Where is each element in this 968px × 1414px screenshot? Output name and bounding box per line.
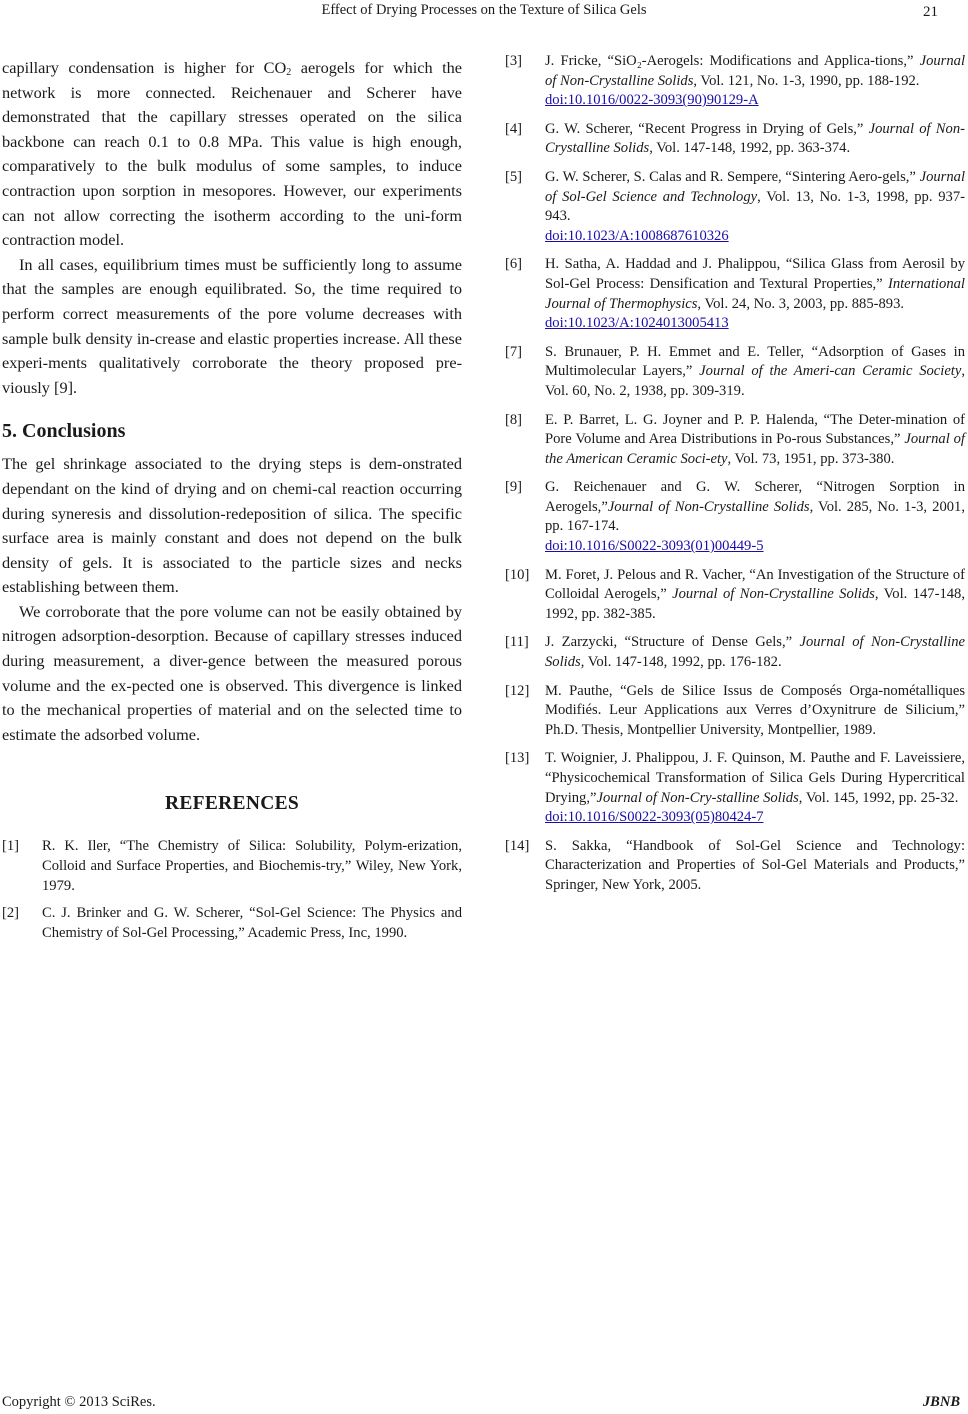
reference-citation: M. Foret, J. Pelous and R. Vacher, “An Investigation of the Structure of Colloidal Aerogels,” [545, 566, 965, 603]
reference-number: [7] [505, 343, 523, 360]
reference-text [545, 749, 965, 827]
reference-item [2, 837, 462, 896]
reference-number: [13] [505, 750, 530, 767]
reference-citation: G. W. Scherer, “Recent Progress in Drying of Gels,” [545, 120, 869, 137]
reference-text [545, 343, 965, 402]
reference-text [545, 168, 965, 246]
reference-item [505, 168, 965, 246]
reference-journal: Journal of Non-Crystalline Solids [545, 634, 965, 671]
reference-number: [14] [505, 837, 530, 854]
reference-citation: G. W. Scherer, S. Calas and R. Sempere, “Sintering Aero-gels,” [545, 168, 920, 185]
reference-item [505, 411, 965, 470]
reference-item [505, 749, 965, 827]
reference-item [505, 120, 965, 159]
reference-citation: E. P. Barret, L. G. Joyner and P. P. Halenda, “The Deter-mination of Pore Volume and Area Distributions in Po-rous Substances,” [545, 411, 965, 448]
reference-text [42, 904, 462, 943]
reference-citation: J. Zarzycki, “Structure of Dense Gels,” [545, 634, 800, 651]
reference-item [505, 837, 965, 896]
reference-citation: G. Reichenauer and G. W. Scherer, “Nitrogen Sorption in Aerogels,” [545, 479, 965, 515]
reference-citation: T. Woignier, J. Phalippou, J. F. Quinson, M. Pauthe and F. Laveissiere, “Physicochemical Transformation of Silica Gels During Hypercritical Drying,” [545, 750, 965, 806]
references-heading: REFERENCES [164, 793, 300, 815]
doi-link[interactable]: doi:10.1016/S0022-3093(01)00449-5 [545, 538, 764, 555]
reference-details: , Vol. 13, No. 1-3, 1998, pp. 937-943. [545, 188, 965, 225]
reference-citation: S. Brunauer, P. H. Emmet and E. Teller, “Adsorption of Gases in Multimolecular Layers,” [545, 343, 965, 380]
reference-citation: R. K. Iler, “The Chemistry of Silica: Solubility, Polym-erization, Colloid and Surface Properties, and Biochemis-try,” Wiley, New York, 1979. [42, 838, 462, 894]
page-number: 21 [923, 4, 938, 20]
reference-text [545, 120, 965, 159]
running-header-title: Effect of Drying Processes on the Texture of Silica Gels [321, 2, 647, 18]
reference-number: [1] [2, 838, 20, 855]
reference-details: , Vol. 285, No. 1-3, 2001, pp. 167-174. [545, 498, 966, 535]
reference-text [545, 52, 965, 111]
reference-text [545, 255, 965, 333]
reference-list-left [2, 837, 462, 943]
reference-details: , Vol. 60, No. 2, 1938, pp. 309-319. [545, 363, 965, 399]
reference-number: [10] [505, 566, 530, 583]
reference-details: , Vol. 147-148, 1992, pp. 363-374. [649, 140, 851, 157]
doi-link[interactable]: doi:10.1016/S0022-3093(05)80424-7 [545, 809, 764, 826]
subscript-text: 2 [286, 67, 292, 78]
reference-text [545, 837, 965, 896]
reference-journal: Journal of Non-Cry-stalline Solids [596, 789, 799, 806]
reference-citation: S. Sakka, “Handbook of Sol-Gel Science and Technology: Characterization and Properties of Sol-Gel Materials and Products,” Springer, New York, 2005. [545, 837, 965, 893]
reference-journal: Journal of the American Ceramic Soci-ety [545, 431, 965, 467]
reference-text [545, 566, 965, 625]
reference-number: [5] [505, 168, 523, 185]
reference-citation: M. Pauthe, “Gels de Silice Issus de Composés Orga-nométalliques Modifiés. Leur Applications aux Verres d’Oxynitrure de Silicium,” Ph.D. Thesis, Montpellier University, Montpellier, 1989. [545, 682, 965, 738]
body-paragraph-2: In all cases, equilibrium times must be sufficiently long to assume that the samples are enough equilibrated. So, the time required to perform correct measurements of the pore volume decreases with sample bulk density in-crease and elastic properties increase. All these experi-ments qualitatively corroborate the theory proposed pre-viously [9]. [2, 254, 462, 397]
body-paragraph-1 [2, 56, 462, 253]
body-paragraph-3: The gel shrinkage associated to the drying steps is dem-onstrated dependant on the kind of drying and on chemi-cal reaction occurring during syneresis and dissolution-redeposition of silica. The specific surface area is mainly constant and does not depend on the bulk density of gels. It is associated to the particle sizes and necks establishing between them. [2, 454, 462, 597]
reference-citation: H. Satha, A. Haddad and J. Phalippou, “Silica Glass from Aerosil by Sol-Gel Process: Densification and Textural Properties,” [545, 256, 965, 292]
reference-journal: International Journal of Thermophysics [545, 275, 965, 312]
reference-details: , Vol. 147-148, 1992, pp. 176-182. [580, 654, 782, 671]
reference-text [545, 411, 965, 470]
reference-number: [6] [505, 256, 523, 273]
reference-journal: Journal of Non-Crystalline Solids [672, 586, 875, 603]
reference-item [505, 682, 965, 741]
reference-journal: Journal of Sol-Gel Science and Technology [545, 168, 965, 205]
reference-text [545, 478, 965, 556]
reference-details: , Vol. 147-148, 1992, pp. 382-385. [545, 586, 965, 622]
right-column [505, 52, 965, 905]
doi-link[interactable]: doi:10.1023/A:1024013005413 [545, 315, 729, 332]
footer-journal-abbrev: JBNB [922, 1394, 960, 1410]
reference-number: [4] [505, 120, 523, 137]
reference-details: , Vol. 24, No. 3, 2003, pp. 885-893. [697, 295, 905, 312]
left-column [2, 56, 462, 951]
reference-number: [2] [2, 905, 20, 922]
reference-citation: J. Fricke, “SiO₂-Aerogels: Modifications and Applica-tions,” [545, 53, 920, 69]
reference-journal: Journal of Non-Crystalline Solids [545, 53, 965, 89]
reference-text [545, 682, 965, 741]
section-heading-conclusions: 5. Conclusions [2, 420, 126, 443]
reference-journal: Journal of Non-Crystalline Solids [545, 120, 965, 157]
reference-list-right [505, 52, 965, 896]
reference-details: , Vol. 145, 1992, pp. 25-32. [798, 789, 959, 806]
reference-item [505, 566, 965, 625]
reference-number: [8] [505, 411, 523, 428]
reference-item [505, 478, 965, 556]
reference-item [505, 52, 965, 111]
doi-link[interactable]: doi:10.1023/A:1008687610326 [545, 227, 729, 244]
footer-copyright: Copyright © 2013 SciRes. [2, 1394, 156, 1410]
reference-journal: Journal of the Ameri-can Ceramic Society [699, 363, 962, 380]
reference-number: [3] [505, 53, 523, 69]
reference-text [545, 633, 965, 672]
paragraph-text: capillary condensation is higher for CO [2, 58, 287, 77]
paragraph-text: aerogels for which the network is more connected. Reichenauer and Scherer have demonstrated that the capillary stresses operated on the silica backbone can reach 0.1 to 0.8 MPa. This value is high enough, comparatively to the bulk modulus of some samples, to induce contraction upon sorption in mesopores. However, our experiments can not allow correcting the isotherm according to the uni-form contraction model. [2, 58, 463, 250]
body-paragraph-4: We corroborate that the pore volume can not be easily obtained by nitrogen adsorption-desorption. Because of capillary stresses induced during measurement, a diver-gence between the measured porous volume and the ex-pected one is observed. This divergence is linked to the mechanical properties of material and on the selected time to estimate the adsorbed volume. [2, 601, 462, 744]
reference-number: [11] [505, 634, 529, 651]
reference-item [505, 343, 965, 402]
reference-number: [12] [505, 682, 530, 699]
reference-journal: Journal of Non-Crystalline Solids [607, 498, 810, 515]
reference-item [505, 255, 965, 333]
reference-number: [9] [505, 479, 523, 496]
reference-item [505, 633, 965, 672]
doi-link[interactable]: doi:10.1016/0022-3093(90)90129-A [545, 92, 759, 109]
reference-details: , Vol. 73, 1951, pp. 373-380. [727, 450, 895, 467]
reference-details: , Vol. 121, No. 1-3, 1990, pp. 188-192. [693, 72, 920, 89]
reference-text [42, 837, 462, 896]
reference-citation: C. J. Brinker and G. W. Scherer, “Sol-Gel Science: The Physics and Chemistry of Sol-Gel Processing,” Academic Press, Inc, 1990. [42, 905, 462, 941]
reference-item [2, 904, 462, 943]
